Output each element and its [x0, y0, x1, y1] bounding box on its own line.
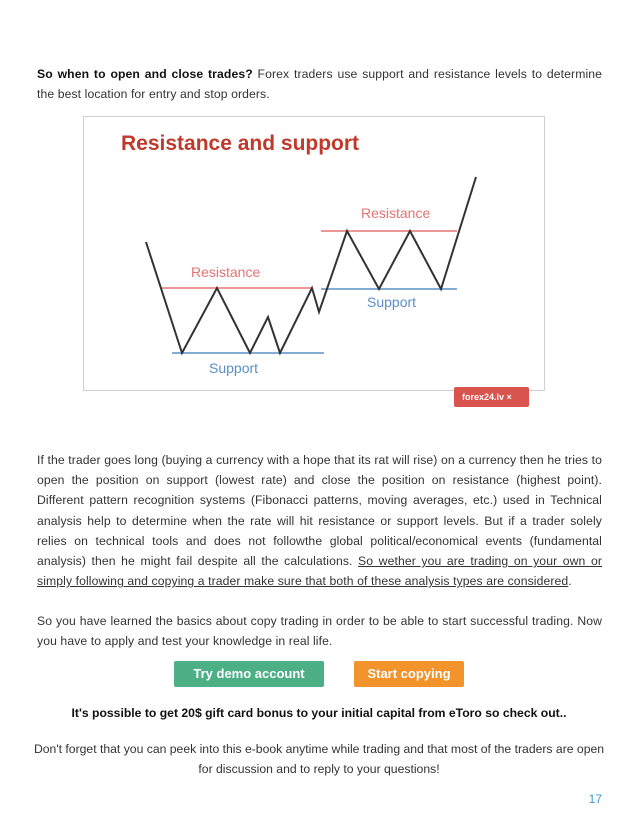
body-paragraph [37, 450, 602, 591]
intro-text: Forex traders use support and resistance levels to determine the best location for entry and stop orders. [37, 67, 603, 102]
support-label-right: Support [367, 294, 417, 310]
resistance-label-left: Resistance [191, 264, 261, 280]
body-underlined-text[interactable]: So wether you are trading on your own or simply following and copying a trader make sure that both of these analysis types are considered [37, 554, 602, 589]
support-label-left: Support [209, 360, 259, 376]
resistance-support-figure [83, 116, 545, 391]
figure-title: Resistance and support [121, 132, 360, 155]
intro-bold-question: So when to open and close trades? [37, 67, 253, 81]
start-copying-button[interactable]: Start copying [354, 661, 464, 687]
bonus-text: It's possible to get 20$ gift card bonus to your initial capital from eToro so check out.. [71, 706, 567, 720]
intro-paragraph [37, 64, 602, 104]
source-badge: forex24.lv × [454, 387, 529, 407]
resistance-label-right: Resistance [361, 205, 431, 221]
learned-paragraph: So you have learned the basics about copy trading in order to be able to start successful trading. Now you have to apply and test your knowledge in real life. [37, 614, 602, 649]
body-text: If the trader goes long (buying a currency with a hope that its rat will rise) on a currency then he tries to open the position on support (lowest rate) and close the position on resistance (highest point). Different pattern recognition systems (Fibonacci patterns, moving averages, etc.) used in Technical analysis help to determine when the rate will hit resistance or support levels. But if a trader solely relies on technical tools and does not followthe global political/economical events (fundamental analysis) then he might fail despite all the calculations. [37, 453, 602, 569]
page-number: 17 [588, 792, 602, 806]
body-end: . [568, 574, 572, 589]
resistance-support-diagram [84, 117, 544, 390]
closing-text: Don't forget that you can peek into this e-book anytime while trading and that most of the traders are open for discussion and to reply to your questions! [33, 742, 605, 777]
try-demo-account-button[interactable]: Try demo account [174, 661, 324, 687]
